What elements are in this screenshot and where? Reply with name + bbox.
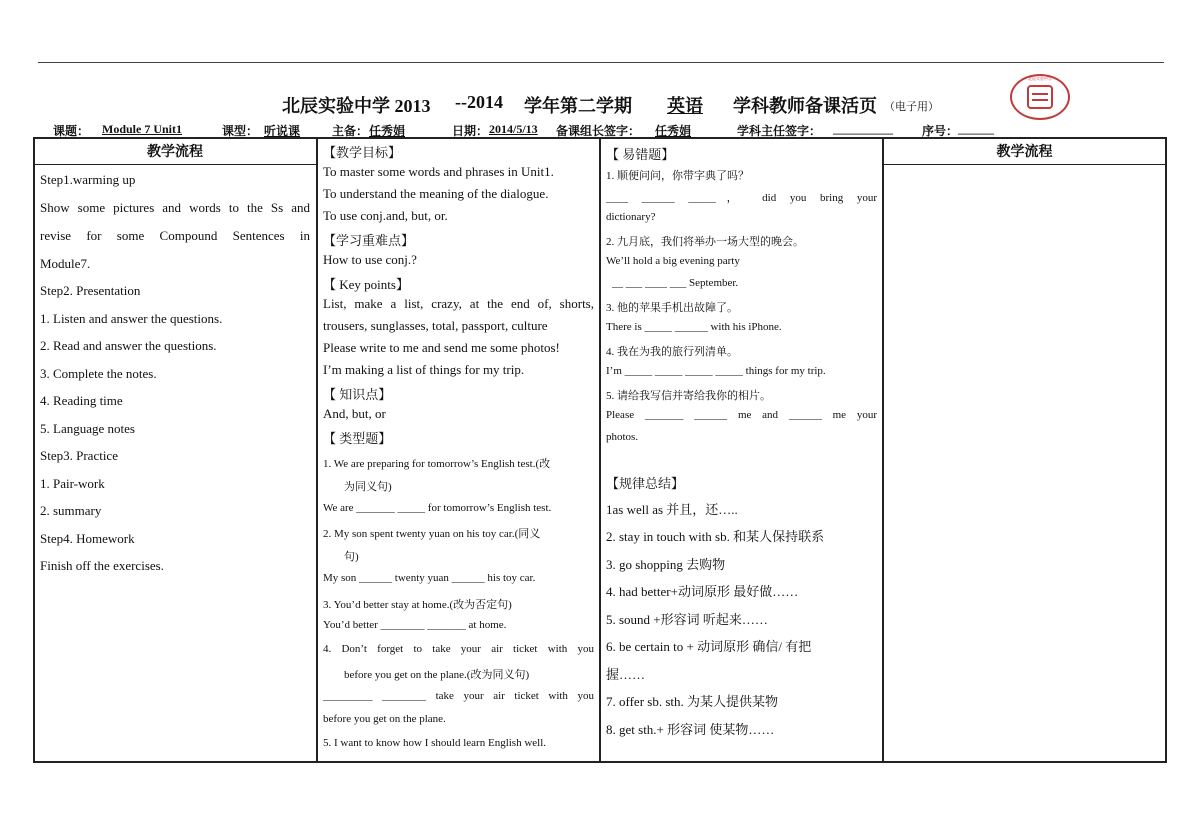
exercise-line: My son ______ twenty yuan ______ his toy car. — [323, 572, 536, 584]
serial-value: ______ — [958, 122, 994, 136]
step-line: Finish off the exercises. — [40, 558, 164, 573]
step-line: 2. Read and answer the questions. — [40, 338, 217, 353]
error-line: ____ ______ _____， did you bring your — [606, 192, 877, 204]
section-title: 【教学目标】 — [323, 145, 402, 160]
step-line: 1. Listen and answer the questions. — [40, 311, 223, 326]
error-line: __ ___ ____ ___ September. — [612, 277, 739, 289]
title-subject: 英语 — [667, 96, 703, 116]
exercise-line: _________ ________ take your air ticket with you — [323, 690, 594, 702]
exercise-line: before you get on the plane. — [323, 713, 446, 725]
keypoint-line: How to use conj.? — [323, 252, 417, 267]
objective-line: To master some words and phrases in Unit1. — [323, 164, 554, 179]
serial-label: 序号： — [922, 124, 959, 138]
rule-line: 3. go shopping 去购物 — [606, 557, 726, 572]
exercise-line: You’d better ________ _______ at home. — [323, 619, 507, 631]
rule-line: 5. sound +形容词 听起来…… — [606, 612, 768, 627]
rule-line: 1as well as 并且，还….. — [606, 502, 738, 517]
exercise-line: 句) — [344, 551, 359, 563]
objective-line: To use conj.and, but, or. — [323, 208, 448, 223]
step-line: Step4. Homework — [40, 531, 135, 546]
step-line: Step1.warming up — [40, 172, 136, 187]
column-divider — [316, 137, 318, 763]
key-points-line: I’m making a list of things for my trip. — [323, 362, 525, 377]
topic-label: 课题： — [53, 124, 90, 138]
title-form-name: 学科教师备课活页 — [733, 96, 877, 116]
topic-value: Module 7 Unit1 — [102, 122, 183, 136]
step-line: 5. Language notes — [40, 421, 135, 436]
title-term: 学年第二学期 — [524, 96, 632, 116]
title-year-end: --2014 — [455, 92, 503, 112]
col1-header: 教学流程 — [147, 145, 203, 160]
section-title: 【 Key points】 — [323, 277, 409, 292]
header-underline — [33, 164, 317, 165]
director-value: __________ — [833, 122, 893, 136]
exercise-line: 2. My son spent twenty yuan on his toy car.(同义 — [323, 528, 541, 540]
key-points-line: Please write to me and send me some photos! — [323, 340, 560, 355]
knowledge-line: And, but, or — [323, 406, 386, 421]
exercise-line: 3. You’d better stay at home.(改为否定句) — [323, 599, 512, 611]
date-label: 日期： — [452, 124, 489, 138]
step-line: Step2. Presentation — [40, 283, 141, 298]
step-line: 3. Complete the notes. — [40, 366, 157, 381]
type-value: 听说课 — [264, 124, 301, 138]
rule-line: 握…… — [606, 667, 646, 682]
error-line: photos. — [606, 431, 639, 443]
rule-line: 8. get sth.+ 形容词 使某物…… — [606, 722, 775, 737]
exercise-line: We are _______ _____ for tomorrow’s English test. — [323, 502, 552, 514]
col4-header: 教学流程 — [996, 145, 1053, 160]
section-title: 【学习重难点】 — [323, 233, 415, 248]
error-line: We’ll hold a big evening party — [606, 255, 740, 267]
date-value: 2014/5/13 — [489, 122, 538, 136]
error-line: 2. 九月底，我们将举办一场大型的晚会。 — [606, 236, 804, 248]
error-line: 3. 他的苹果手机出故障了。 — [606, 302, 738, 314]
preparer-label: 主备： — [332, 124, 369, 138]
top-rule — [38, 62, 1164, 63]
section-title: 【 易错题】 — [606, 147, 675, 162]
type-label: 课型： — [222, 124, 259, 138]
step-line: Step3. Practice — [40, 448, 118, 463]
step-line: 1. Pair-work — [40, 476, 105, 491]
section-title: 【规律总结】 — [606, 476, 685, 491]
header-underline — [882, 164, 1167, 165]
objective-line: To understand the meaning of the dialogue. — [323, 186, 549, 201]
step-line: Module7. — [40, 256, 91, 271]
step-line: Show some pictures and words to the Ss and — [40, 200, 310, 215]
school-seal: 北辰实验中学 — [1010, 74, 1070, 120]
error-line: Please _______ ______ me and ______ me your — [606, 409, 877, 421]
rule-line: 2. stay in touch with sb. 和某人保持联系 — [606, 529, 825, 544]
error-line: dictionary? — [606, 211, 656, 223]
exercise-line: 5. I want to know how I should learn English well. — [323, 737, 547, 749]
column-divider — [882, 137, 884, 763]
error-line: 5. 请给我写信并寄给我你的相片。 — [606, 390, 771, 402]
rule-line: 4. had better+动词原形 最好做…… — [606, 584, 799, 599]
step-line: 2. summary — [40, 503, 102, 518]
exercise-line: 4. Don’t forget to take your air ticket with you — [323, 643, 594, 655]
error-line: I’m _____ _____ _____ _____ things for my trip. — [606, 365, 826, 377]
exercise-line: before you get on the plane.(改为同义句) — [344, 669, 530, 681]
title-school: 北辰实验中学 2013 — [282, 96, 431, 116]
rule-line: 6. be certain to + 动词原形 确信/ 有把 — [606, 639, 812, 654]
error-line: There is _____ ______ with his iPhone. — [606, 321, 782, 333]
error-line: 1. 顺便问问，你带字典了吗？ — [606, 170, 749, 182]
leader-value: 任秀娟 — [655, 124, 692, 138]
exercise-line: 1. We are preparing for tomorrow’s English test.(改 — [323, 458, 551, 470]
preparer-value: 任秀娟 — [369, 124, 406, 138]
step-line: 4. Reading time — [40, 393, 123, 408]
title-edition: （电子用） — [884, 101, 939, 113]
column-divider — [599, 137, 601, 763]
step-line: revise for some Compound Sentences in — [40, 228, 310, 243]
section-title: 【 类型题】 — [323, 431, 392, 446]
section-title: 【 知识点】 — [323, 387, 392, 402]
key-points-line: List, make a list, crazy, at the end of, shorts, — [323, 296, 594, 311]
rule-line: 7. offer sb. sth. 为某人提供某物 — [606, 694, 779, 709]
error-line: 4. 我在为我的旅行列清单。 — [606, 346, 738, 358]
leader-label: 备课组长签字： — [556, 124, 641, 138]
director-label: 学科主任签字： — [737, 124, 822, 138]
key-points-line: trousers, sunglasses, total, passport, culture — [323, 318, 548, 333]
exercise-line: 为同义句) — [344, 481, 392, 493]
